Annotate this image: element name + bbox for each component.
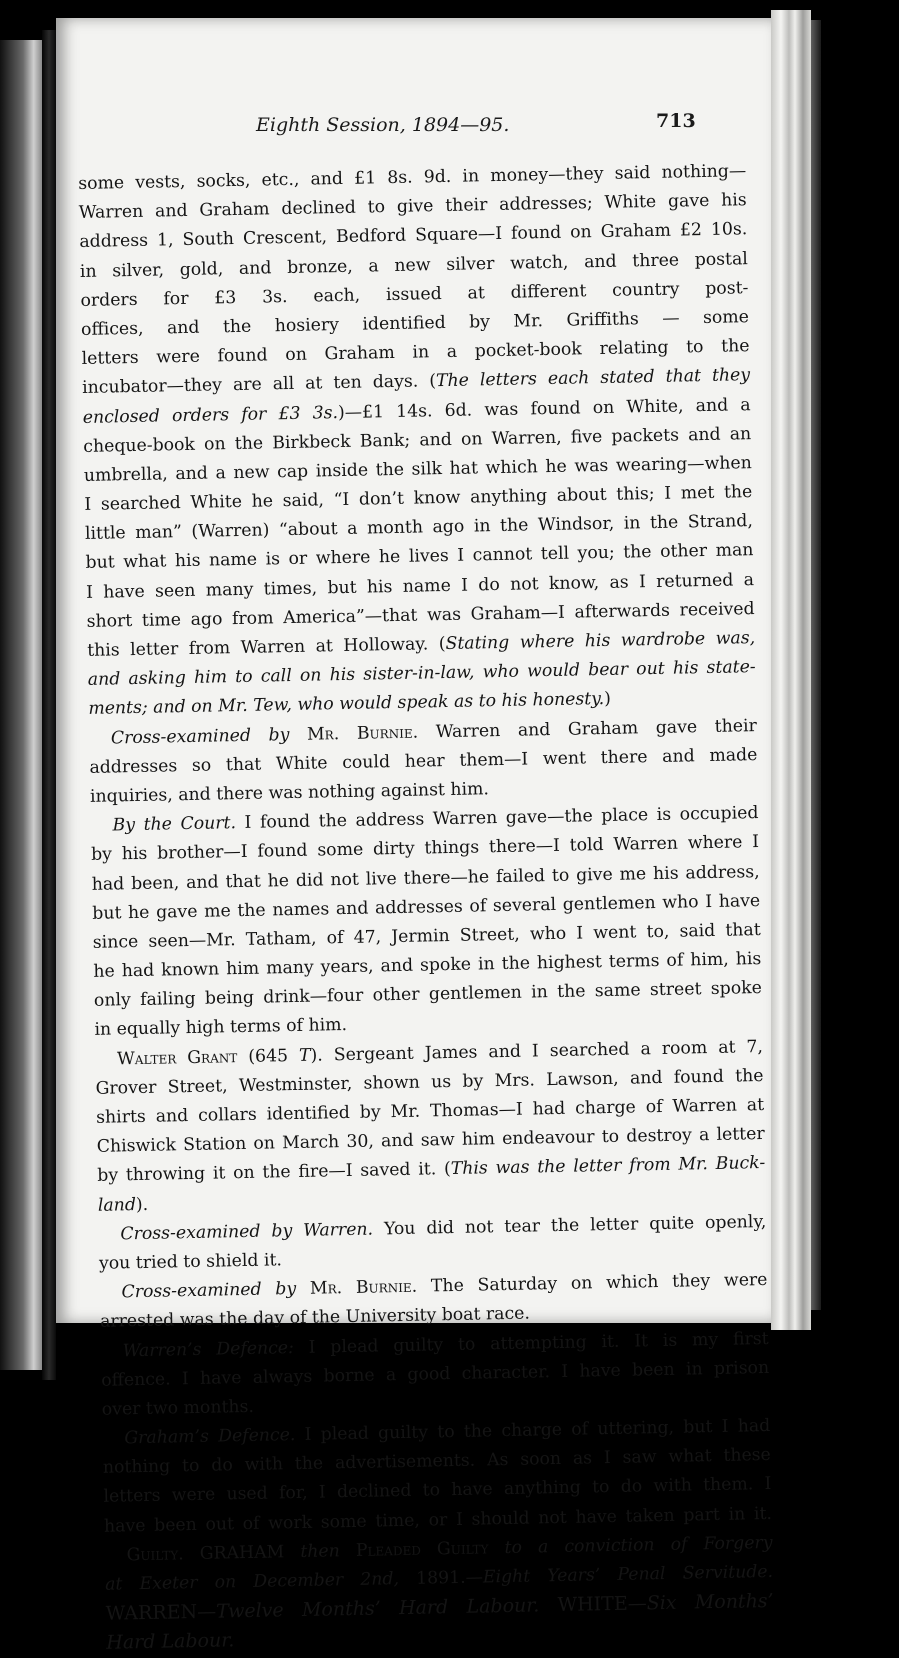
text-run: Grover Street, Westminster, shown us by Mrs. Lawson, and found the	[95, 1065, 764, 1099]
small-caps-text: Pleaded Guilty	[355, 1538, 489, 1561]
italic-text: at Exeter on December 2nd,	[104, 1569, 400, 1595]
italic-text: By the Court.	[112, 813, 237, 836]
text-run: letters were used for, I declined to have anything to do with them. I	[103, 1474, 772, 1508]
italic-text: Stating where his wardrobe was,	[445, 628, 756, 655]
page-text-body	[78, 157, 774, 1658]
text-run: since seen—Mr. Tatham, of 47, Jermin Street, who I went to, said that	[92, 919, 761, 953]
running-head	[56, 110, 771, 140]
text-run: offices, and the hosiery identified by Mr. Griffiths — some	[80, 307, 750, 340]
text-run: ).	[135, 1194, 149, 1215]
page-number: 713	[656, 110, 696, 132]
text-run: I plead guilty to the charge of uttering, but I had	[295, 1416, 771, 1446]
italic-text: enclosed orders for £3 3s.	[82, 402, 339, 428]
text-run: The Saturday on which they were	[417, 1270, 768, 1297]
italic-text: Twelve Months’ Hard Labour.	[215, 1594, 540, 1623]
italic-text: Cross-examined by Warren.	[120, 1219, 374, 1245]
italic-text: ments; and on Mr. Tew, who would speak as to his honesty.	[88, 689, 605, 720]
italic-text: and asking him to call on his sister-in-law, who would bear out his state-	[87, 657, 756, 691]
book-page	[56, 18, 774, 1655]
text-run: short time ago from America”—that was Graham—I afterwards received	[86, 598, 755, 632]
text-run: in silver, gold, and bronze, a new silver watch, and three postal	[79, 248, 749, 282]
text-run: cheque-book on the Birkbeck Bank; and on Warren, five packets and an	[83, 423, 752, 457]
text-run: letters were found on Graham in a pocket-book relating to the	[81, 336, 750, 370]
italic-text: T	[298, 1045, 311, 1066]
text-run: WHITE—	[539, 1592, 647, 1617]
text-run: WARREN—	[105, 1600, 217, 1625]
text-run: this letter from Warren at Holloway. (	[87, 634, 446, 661]
text-run: I plead guilty to attempting it. It is my first	[293, 1328, 769, 1358]
small-caps-text: Mr. Burnie.	[309, 1276, 418, 1299]
text-run	[296, 1279, 310, 1299]
italic-text: then	[300, 1541, 340, 1562]
small-caps-text: Mr. Burnie.	[306, 722, 419, 745]
text-run	[488, 1538, 504, 1558]
text-run: I found the address Warren gave—the place is occupied	[235, 803, 759, 834]
italic-text: land	[97, 1194, 137, 1216]
book-gutter	[42, 30, 56, 1380]
text-run: you tried to shield it.	[98, 1250, 283, 1274]
text-run: Chiswick Station on March 30, and saw him endeavour to destroy a letter	[96, 1124, 765, 1158]
text-run: have been out of work some time, or I should not have taken part in it.	[103, 1503, 773, 1537]
text-run: ). Sergeant James and I searched a room at 7,	[310, 1036, 764, 1066]
italic-text: Warren’s Defence:	[122, 1337, 295, 1361]
text-run: nothing to do with the advertisements. As soon as I saw what these	[102, 1445, 771, 1479]
text-run	[340, 1541, 356, 1561]
text-run: but he gave me the names and addresses of several gentlemen who I have	[92, 890, 761, 924]
text-run: )	[603, 689, 612, 710]
italic-text: Six Months’	[646, 1590, 774, 1615]
text-run: umbrella, and a new cap inside the silk hat which he was wearing—when	[83, 452, 752, 486]
text-run: by throwing it on the fire—I saved it. (	[97, 1159, 451, 1187]
italic-text: The letters each stated that they	[435, 365, 751, 392]
italic-text: Cross-examined by	[110, 724, 290, 749]
text-run: Warren and Graham declined to give their addresses; White gave his	[78, 190, 747, 224]
page-stack-edge	[771, 10, 811, 1330]
text-run: over two months.	[101, 1396, 255, 1420]
text-run: only failing being drink—four other gentlemen in the same street spoke	[93, 978, 763, 1012]
text-run: (645	[237, 1045, 300, 1067]
text-run: had been, and that he did not live there—he failed to give me his address,	[91, 861, 760, 895]
session-title: Eighth Session, 1894—95.	[256, 114, 510, 136]
text-run: addresses so that White could hear them—I went there and made	[89, 744, 758, 778]
text-run: he had known him many years, and spoke in the highest terms of him, his	[93, 949, 762, 982]
italic-text: Graham’s Defence.	[124, 1425, 296, 1449]
text-run: some vests, socks, etc., and £1 8s. 9d. in money—they said nothing—	[78, 161, 747, 194]
italic-text: to a conviction of Forgery	[504, 1532, 773, 1558]
text-run: incubator—they are all at ten days. (	[81, 371, 437, 399]
text-run: I have seen many times, but his name I do not know, as I returned a	[85, 569, 755, 603]
left-page-edge	[0, 40, 42, 1370]
text-run: orders for £3 3s. each, issued at different country post-	[80, 277, 749, 311]
small-caps-text: Guilty.	[126, 1544, 184, 1566]
text-run: shirts and collars identified by Mr. Thomas—I had charge of Warren at	[96, 1095, 765, 1128]
italic-text: Hard Labour.	[106, 1629, 235, 1655]
text-run: little man” (Warren) “about a month ago in the Windsor, in the Strand,	[84, 511, 754, 545]
text-run: 1891.—	[398, 1567, 484, 1590]
text-run: Warren and Graham gave their	[417, 715, 757, 743]
text-run: arrested was the day of the University boat race.	[99, 1303, 531, 1333]
text-run: )—£1 14s. 6d. was found on White, and a	[337, 394, 751, 423]
book-cover-edge	[811, 20, 821, 1310]
text-run: by his brother—I found some dirty things there—I told Warren where I	[90, 832, 760, 866]
italic-text: Eight Years’ Penal Servitude.	[482, 1561, 774, 1588]
italic-text: Cross-examined by	[121, 1279, 297, 1303]
text-run: offence. I have always borne a good character. I have been in prison	[101, 1357, 770, 1391]
text-run: in equally high terms of him.	[94, 1015, 348, 1041]
text-run: but what his name is or where he lives I cannot tell you; the other man	[85, 540, 754, 574]
text-run: inquiries, and there was nothing against him.	[89, 779, 490, 807]
text-run: address 1, South Crescent, Bedford Square—I found on Graham £2 10s.	[79, 219, 748, 253]
italic-text: This was the letter from Mr. Buck-	[450, 1153, 766, 1180]
text-run: GRAHAM	[183, 1541, 301, 1565]
small-caps-text: Walter Grant	[116, 1046, 238, 1070]
text-run	[289, 724, 307, 744]
text-run: You did not tear the letter quite openly,	[372, 1211, 767, 1240]
text-run: I searched White he said, “I don’t know anything about this; I met the	[84, 482, 753, 515]
